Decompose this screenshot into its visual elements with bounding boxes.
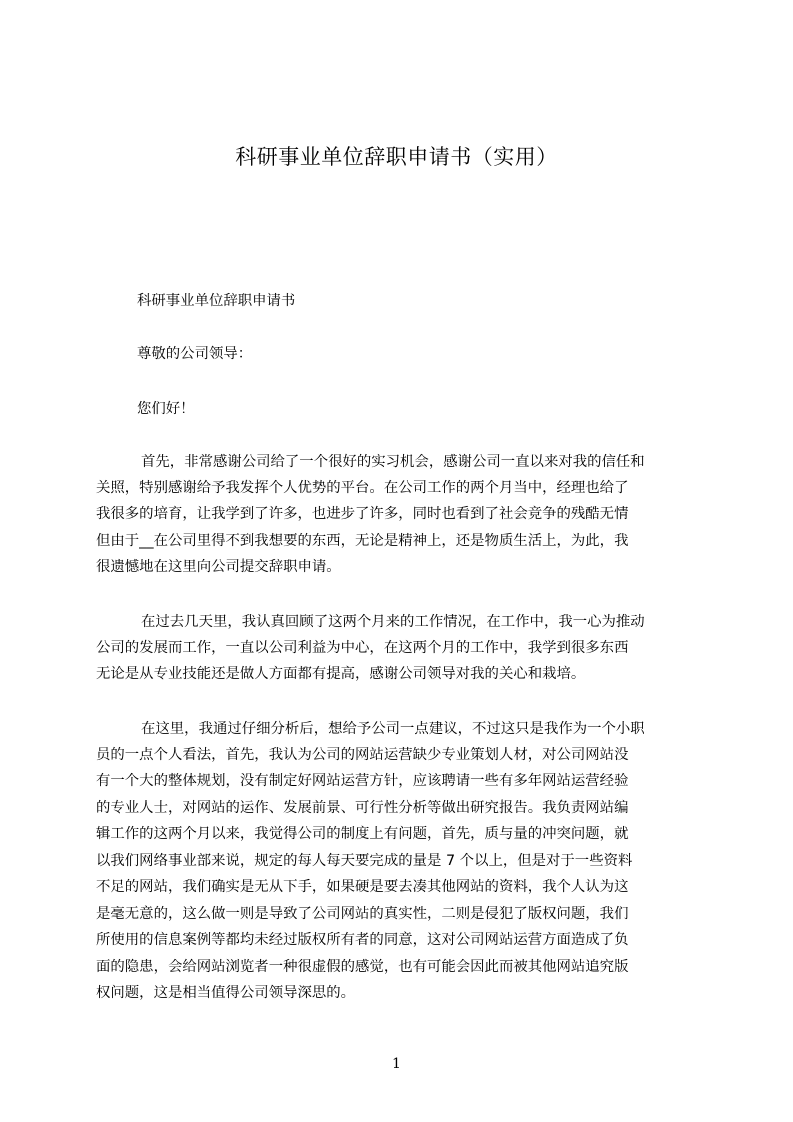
salutation: 尊敬的公司领导： [137,346,253,362]
paragraph-line: 所使用的信息案例等都均未经过版权所有者的同意，这对公司网站运营方面造成了负 [96,932,629,948]
paragraph-line: 在过去几天里，我认真回顾了这两个月来的工作情况，在工作中，我一心为推动 [141,614,645,630]
paragraph-line: 有一个大的整体规划，没有制定好网站运营方针，应该聘请一些有多年网站运营经验 [96,773,629,789]
paragraph-line: 以我们网络事业部来说，规定的每人每天要完成的量是 7 个以上，但是对于一些资料 [96,853,633,869]
paragraph-line: 不足的网站，我们确实是无从下手，如果硬是要去凑其他网站的资料，我个人认为这 [96,879,629,895]
page-number: 1 [392,1056,401,1072]
document-subtitle: 科研事业单位辞职申请书 [137,293,296,309]
paragraph-line: 在这里，我通过仔细分析后，想给予公司一点建议，不过这只是我作为一个小职 [141,721,645,737]
paragraph-line: 是毫无意的，这么做一则是导致了公司网站的真实性，二则是侵犯了版权问题，我们 [96,906,629,922]
paragraph-line: 面的隐患，会给网站浏览者一种很虚假的感觉，也有可能会因此而被其他网站追究版 [96,959,629,975]
document-title: 科研事业单位辞职申请书（实用） [235,145,558,169]
paragraph-line: 的专业人士，对网站的运作、发展前景、可行性分析等做出研究报告。我负责网站编 [96,800,629,816]
paragraph-line: 员的一点个人看法，首先，我认为公司的网站运营缺少专业策划人材，对公司网站没 [96,747,629,763]
paragraph-line: 权问题，这是相当值得公司领导深思的。 [96,985,356,1001]
paragraph-line: 但由于__在公司里得不到我想要的东西，无论是精神上，还是物质生活上，为此，我 [96,533,629,549]
greeting: 您们好！ [137,401,195,417]
paragraph-line: 首先，非常感谢公司给了一个很好的实习机会，感谢公司一直以来对我的信任和 [141,454,645,470]
paragraph-line: 无论是从专业技能还是做人方面都有提高，感谢公司领导对我的关心和栽培。 [96,666,586,682]
paragraph-line: 我很多的培育，让我学到了许多，也进步了许多，同时也看到了社会竞争的残酷无情 [96,506,629,522]
paragraph-line: 很遗憾地在这里向公司提交辞职申请。 [96,559,341,575]
paragraph-line: 公司的发展而工作，一直以公司利益为中心，在这两个月的工作中，我学到很多东西 [96,640,629,656]
paragraph-line: 辑工作的这两个月以来，我觉得公司的制度上有问题，首先，质与量的冲突问题，就 [96,826,629,842]
paragraph-line: 关照，特别感谢给予我发挥个人优势的平台。在公司工作的两个月当中，经理也给了 [96,480,629,496]
